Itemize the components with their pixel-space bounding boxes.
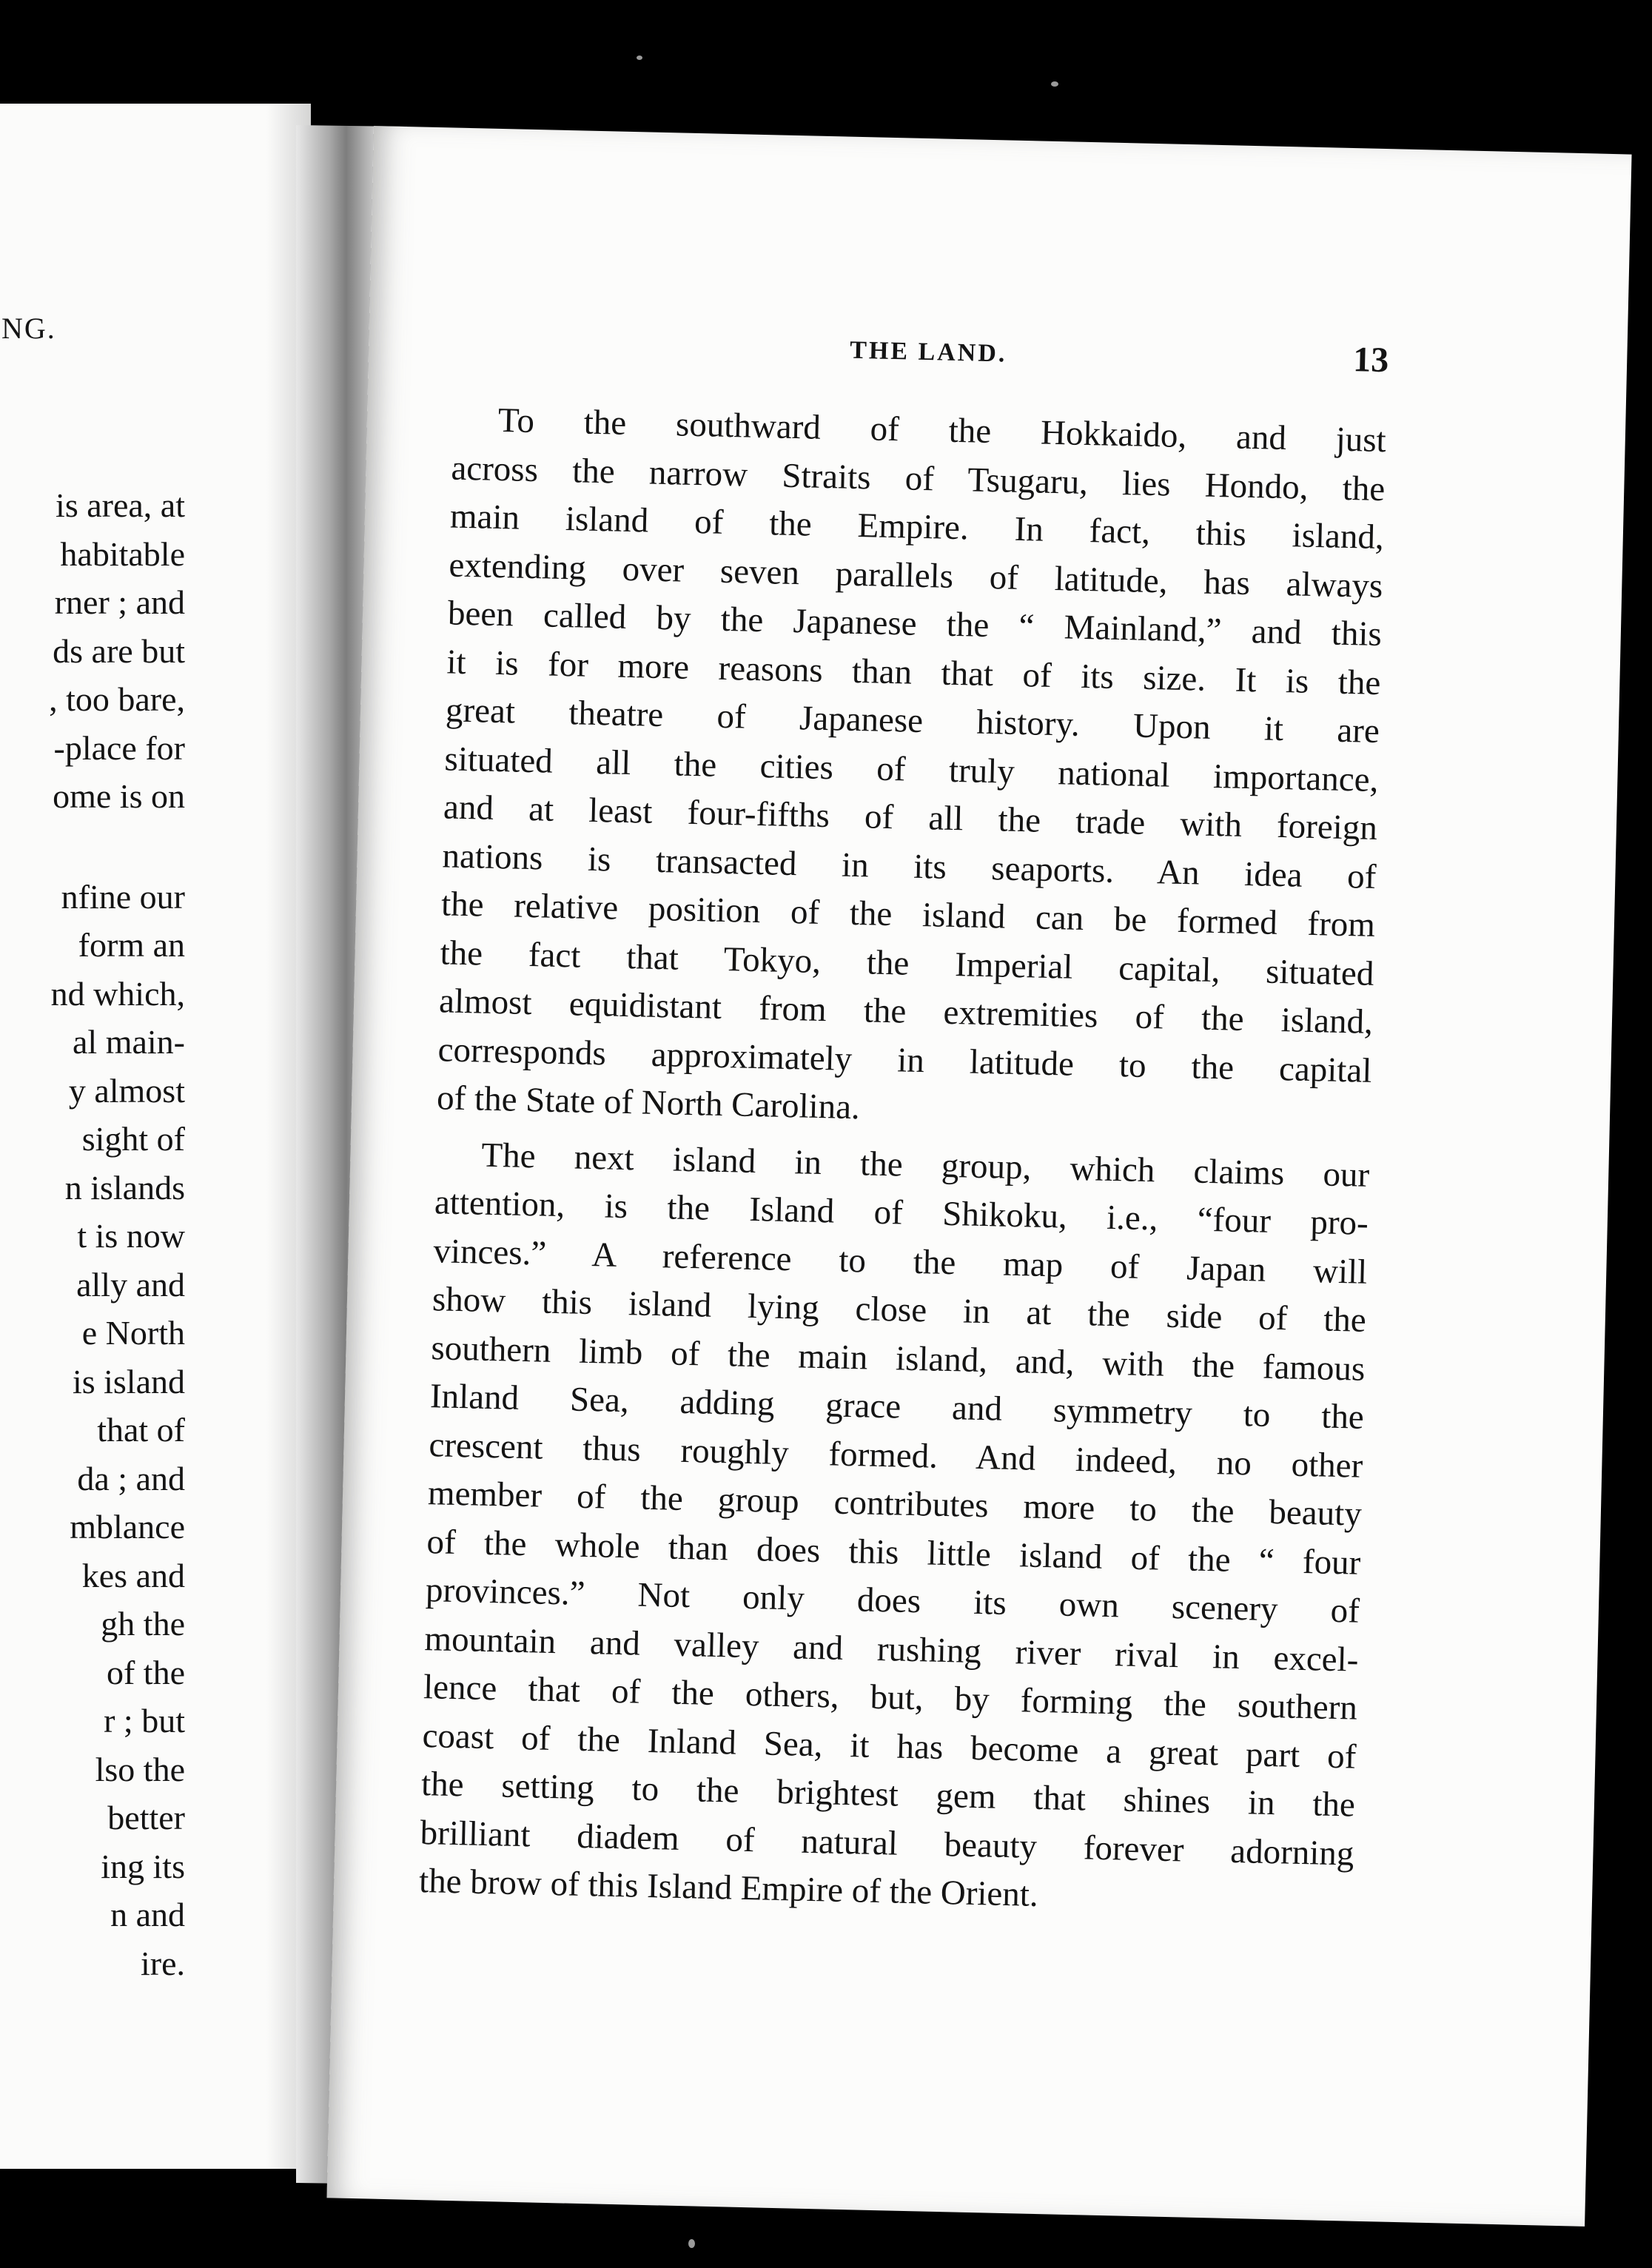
text-line: nations is transacted in its seaports. An idea of	[442, 836, 1377, 896]
left-text-line: mblance	[70, 1508, 185, 1546]
left-text-line: al main-	[73, 1023, 185, 1061]
text-line: show this island lying close in at the side of the	[432, 1280, 1367, 1340]
text-line: vinces.” A reference to the map of Japan will	[432, 1231, 1368, 1292]
left-text-line: n and	[110, 1896, 185, 1933]
text-line: To the southward of the Hokkaido, and just	[497, 400, 1387, 460]
left-text-line: nfine our	[61, 877, 185, 916]
dust-speck	[1051, 81, 1058, 87]
text-line: the fact that Tokyo, the Imperial capital, situated	[440, 933, 1374, 993]
left-text-line: ally and	[76, 1265, 185, 1304]
text-line: The next island in the group, which claims our	[480, 1135, 1370, 1195]
left-text-line: is island	[72, 1362, 185, 1400]
left-text-line: , too bare,	[49, 680, 185, 718]
left-text-line: n islands	[64, 1168, 185, 1207]
text-line: almost equidistant from the extremities of the island,	[438, 982, 1374, 1041]
text-line: brilliant diadem of natural beauty forever adorning	[420, 1813, 1354, 1873]
left-text-line: ire.	[140, 1944, 185, 1982]
text-line: crescent thus roughly formed. And indeed, no other	[429, 1425, 1363, 1486]
paragraph	[418, 1130, 1369, 1927]
text-line: southern limb of the main island, and, with the famous	[430, 1328, 1366, 1389]
text-line: provinces.” Not only does its own scenery of	[425, 1571, 1360, 1631]
left-text-line: that of	[97, 1411, 185, 1449]
left-text-line: gh the	[101, 1605, 185, 1643]
text-line: the setting to the brightest gem that shines in the	[420, 1765, 1356, 1825]
left-text-line: t is now	[77, 1217, 185, 1255]
text-line: member of the group contributes more to the beauty	[427, 1474, 1363, 1534]
page-number: 13	[1352, 340, 1389, 380]
left-text-line: e North	[81, 1314, 185, 1352]
paragraph-gap	[49, 821, 185, 873]
text-line: of the whole than does this little island of the “ four	[426, 1522, 1361, 1583]
text-line: corresponds approximately in latitude to the capital	[437, 1030, 1372, 1090]
running-head: THE LAND.	[849, 336, 1007, 368]
text-line: of the State of North Carolina.	[436, 1078, 861, 1127]
text-line: coast of the Inland Sea, it has become a great part of	[422, 1716, 1357, 1777]
left-page	[0, 104, 311, 2169]
left-text-line: form an	[78, 926, 185, 964]
left-running-head: NG.	[1, 312, 56, 345]
left-text-line: nd which,	[50, 974, 185, 1013]
left-text-line: r ; but	[104, 1702, 185, 1739]
body-text	[418, 396, 1386, 1928]
text-line: the brow of this Island Empire of the Orient.	[418, 1862, 1039, 1914]
text-line: and at least four-fifths of all the trade with foreign	[443, 788, 1378, 848]
left-text-line: better	[107, 1799, 185, 1836]
left-text-line: kes and	[81, 1556, 185, 1594]
text-line: main island of the Empire. In fact, this island,	[449, 497, 1385, 557]
left-page-text	[49, 481, 185, 1987]
left-text-line: rner ; and	[54, 583, 185, 621]
text-line: the relative position of the island can be formed from	[440, 885, 1376, 945]
left-text-line: ing its	[101, 1847, 185, 1885]
left-text-line: habitable	[60, 534, 185, 573]
text-line: Inland Sea, adding grace and symmetry to the	[429, 1377, 1365, 1437]
left-text-line: ds are but	[53, 631, 185, 670]
text-line: across the narrow Straits of Tsugaru, lies Hondo, the	[450, 448, 1386, 509]
left-text-line: -place for	[53, 728, 185, 767]
text-line: situated all the cities of truly national importance,	[444, 739, 1379, 799]
left-text-line: ome is on	[53, 777, 185, 815]
left-text-line: is area, at	[56, 486, 185, 524]
text-line: been called by the Japanese the “ Mainland,” and this	[447, 594, 1383, 654]
left-text-line: da ; and	[77, 1459, 185, 1497]
left-text-line: of the	[106, 1653, 185, 1691]
right-page	[326, 126, 1631, 2227]
text-line: extending over seven parallels of latitude, has always	[448, 545, 1383, 605]
text-line: great theatre of Japanese history. Upon it are	[445, 691, 1380, 751]
left-text-line: y almost	[68, 1071, 185, 1110]
text-line: lence that of the others, but, by forming the southern	[423, 1668, 1358, 1728]
dust-speck	[637, 56, 642, 60]
text-line: it is for more reasons than that of its size. It is the	[446, 642, 1381, 702]
left-text-line: lso the	[95, 1750, 185, 1788]
text-line: attention, is the Island of Shikoku, i.e., “four pro-	[434, 1183, 1369, 1243]
dust-speck	[688, 2239, 695, 2248]
text-line: mountain and valley and rushing river rival in excel-	[424, 1619, 1359, 1680]
left-text-line: sight of	[81, 1120, 185, 1158]
paragraph	[436, 396, 1386, 1144]
